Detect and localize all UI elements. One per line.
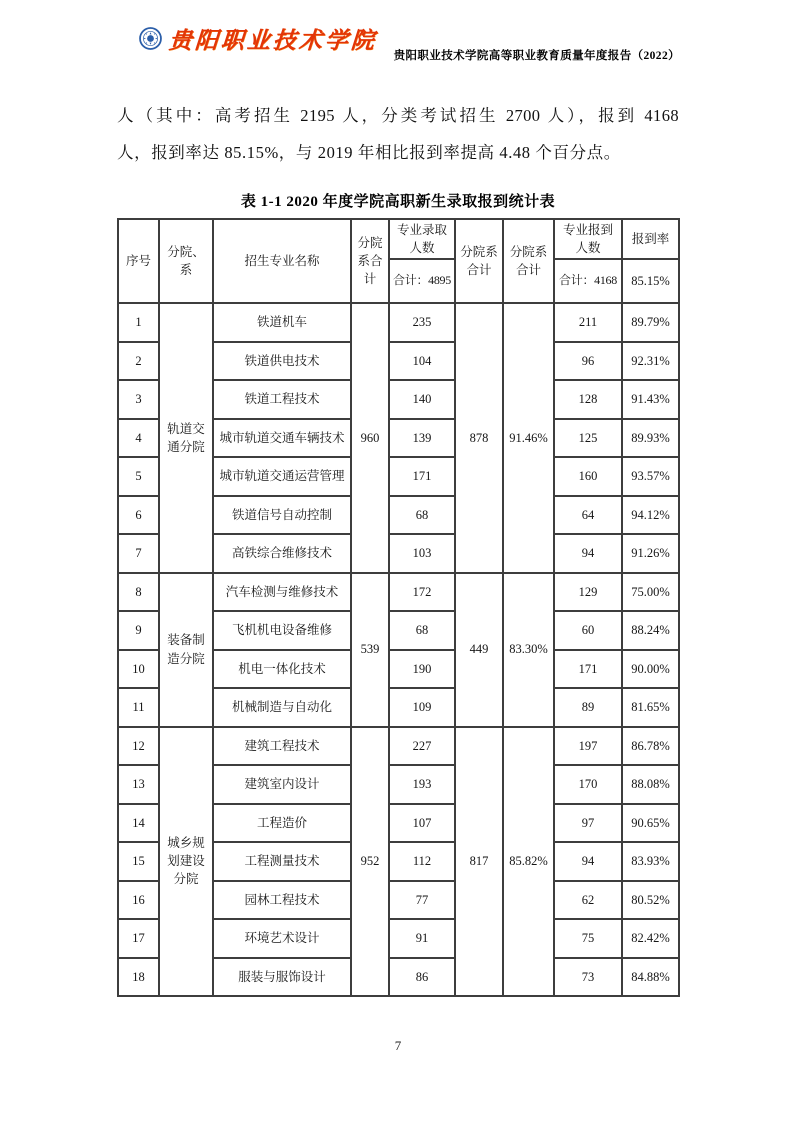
cell-no: 9 [118, 611, 159, 650]
cell-no: 4 [118, 419, 159, 458]
cell-rate: 90.65% [622, 804, 679, 843]
cell-major: 铁道工程技术 [213, 380, 351, 419]
cell-division: 城乡规划建设分院 [159, 727, 213, 997]
cell-enrolled: 235 [389, 303, 455, 342]
cell-division-rate: 85.82% [503, 727, 554, 997]
cell-enrolled: 139 [389, 419, 455, 458]
cell-major: 工程测量技术 [213, 842, 351, 881]
body-paragraph [117, 97, 679, 171]
cell-rate: 84.88% [622, 958, 679, 997]
page-number: 7 [394, 1038, 402, 1053]
cell-rate: 90.00% [622, 650, 679, 689]
cell-rate: 93.57% [622, 457, 679, 496]
school-logo [139, 22, 377, 55]
cell-division-total: 539 [351, 573, 389, 727]
school-emblem-icon [139, 27, 162, 50]
cell-no: 2 [118, 342, 159, 381]
cell-major: 铁道机车 [213, 303, 351, 342]
cell-reported: 129 [554, 573, 622, 612]
cell-no: 17 [118, 919, 159, 958]
cell-major: 工程造价 [213, 804, 351, 843]
cell-reported: 125 [554, 419, 622, 458]
cell-division: 轨道交通分院 [159, 303, 213, 573]
cell-reported: 60 [554, 611, 622, 650]
cell-reported: 89 [554, 688, 622, 727]
cell-enrolled: 107 [389, 804, 455, 843]
cell-no: 12 [118, 727, 159, 766]
cell-rate: 89.79% [622, 303, 679, 342]
col-header-division-total: 分院系合计 [351, 219, 389, 303]
cell-reported: 64 [554, 496, 622, 535]
cell-rate: 94.12% [622, 496, 679, 535]
cell-rate: 92.31% [622, 342, 679, 381]
cell-enrolled: 68 [389, 611, 455, 650]
enrollment-statistics-table [117, 218, 680, 997]
cell-reported: 197 [554, 727, 622, 766]
cell-reported: 97 [554, 804, 622, 843]
cell-division-rate: 83.30% [503, 573, 554, 727]
cell-major: 机电一体化技术 [213, 650, 351, 689]
cell-enrolled: 172 [389, 573, 455, 612]
cell-no: 14 [118, 804, 159, 843]
cell-rate: 88.24% [622, 611, 679, 650]
cell-division-reported: 449 [455, 573, 503, 727]
paragraph-line-1: 人（其中：高考招生 2195 人，分类考试招生 2700 人），报到 4168 [117, 106, 679, 125]
col-header-enrolled-total: 合计：4895 [389, 259, 455, 303]
cell-enrolled: 77 [389, 881, 455, 920]
cell-reported: 75 [554, 919, 622, 958]
cell-major: 建筑室内设计 [213, 765, 351, 804]
col-header-division-rate: 分院系合计 [503, 219, 554, 303]
cell-no: 5 [118, 457, 159, 496]
cell-rate: 91.26% [622, 534, 679, 573]
cell-division-rate: 91.46% [503, 303, 554, 573]
cell-reported: 73 [554, 958, 622, 997]
cell-reported: 128 [554, 380, 622, 419]
cell-no: 13 [118, 765, 159, 804]
cell-major: 城市轨道交通运营管理 [213, 457, 351, 496]
col-header-rate-total: 85.15% [622, 259, 679, 303]
cell-rate: 91.43% [622, 380, 679, 419]
cell-enrolled: 91 [389, 919, 455, 958]
school-logo-text: 贵阳职业技术学院 [167, 28, 378, 53]
cell-enrolled: 104 [389, 342, 455, 381]
cell-major: 机械制造与自动化 [213, 688, 351, 727]
cell-rate: 80.52% [622, 881, 679, 920]
cell-no: 15 [118, 842, 159, 881]
cell-rate: 83.93% [622, 842, 679, 881]
cell-no: 3 [118, 380, 159, 419]
cell-enrolled: 109 [389, 688, 455, 727]
cell-rate: 89.93% [622, 419, 679, 458]
cell-enrolled: 171 [389, 457, 455, 496]
cell-major: 铁道信号自动控制 [213, 496, 351, 535]
cell-major: 城市轨道交通车辆技术 [213, 419, 351, 458]
cell-division: 装备制造分院 [159, 573, 213, 727]
cell-no: 10 [118, 650, 159, 689]
cell-rate: 75.00% [622, 573, 679, 612]
cell-major: 环境艺术设计 [213, 919, 351, 958]
cell-reported: 170 [554, 765, 622, 804]
cell-enrolled: 103 [389, 534, 455, 573]
col-header-division: 分院、系 [159, 219, 213, 303]
table-row [118, 303, 679, 342]
col-header-reported: 专业报到人数 [554, 219, 622, 259]
cell-no: 8 [118, 573, 159, 612]
cell-no: 1 [118, 303, 159, 342]
col-header-no: 序号 [118, 219, 159, 303]
report-header-title: 贵阳职业技术学院高等职业教育质量年度报告（2022） [393, 50, 680, 62]
cell-enrolled: 68 [389, 496, 455, 535]
cell-major: 飞机机电设备维修 [213, 611, 351, 650]
cell-no: 16 [118, 881, 159, 920]
col-header-enrolled: 专业录取人数 [389, 219, 455, 259]
cell-no: 7 [118, 534, 159, 573]
cell-reported: 171 [554, 650, 622, 689]
paragraph-line-2: 人，报到率达 85.15%，与 2019 年相比报到率提高 4.48 个百分点。 [117, 143, 621, 162]
cell-reported: 62 [554, 881, 622, 920]
cell-reported: 211 [554, 303, 622, 342]
cell-major: 铁道供电技术 [213, 342, 351, 381]
col-header-major: 招生专业名称 [213, 219, 351, 303]
cell-reported: 94 [554, 842, 622, 881]
cell-enrolled: 86 [389, 958, 455, 997]
cell-major: 汽车检测与维修技术 [213, 573, 351, 612]
cell-major: 建筑工程技术 [213, 727, 351, 766]
cell-enrolled: 227 [389, 727, 455, 766]
cell-reported: 94 [554, 534, 622, 573]
table-row [118, 573, 679, 612]
cell-major: 服装与服饰设计 [213, 958, 351, 997]
cell-rate: 88.08% [622, 765, 679, 804]
cell-no: 11 [118, 688, 159, 727]
cell-enrolled: 112 [389, 842, 455, 881]
statistics-table-container [117, 218, 680, 997]
table-row [118, 727, 679, 766]
cell-major: 高铁综合维修技术 [213, 534, 351, 573]
table-title: 表 1-1 2020 年度学院高职新生录取报到统计表 [240, 194, 556, 210]
cell-no: 18 [118, 958, 159, 997]
col-header-rate: 报到率 [622, 219, 679, 259]
cell-no: 6 [118, 496, 159, 535]
cell-division-reported: 817 [455, 727, 503, 997]
cell-division-total: 952 [351, 727, 389, 997]
cell-enrolled: 193 [389, 765, 455, 804]
col-header-reported-total: 合计：4168 [554, 259, 622, 303]
cell-division-reported: 878 [455, 303, 503, 573]
cell-division-total: 960 [351, 303, 389, 573]
cell-rate: 86.78% [622, 727, 679, 766]
cell-rate: 81.65% [622, 688, 679, 727]
cell-reported: 160 [554, 457, 622, 496]
cell-enrolled: 190 [389, 650, 455, 689]
col-header-division-reported: 分院系合计 [455, 219, 503, 303]
cell-enrolled: 140 [389, 380, 455, 419]
cell-major: 园林工程技术 [213, 881, 351, 920]
cell-reported: 96 [554, 342, 622, 381]
cell-rate: 82.42% [622, 919, 679, 958]
